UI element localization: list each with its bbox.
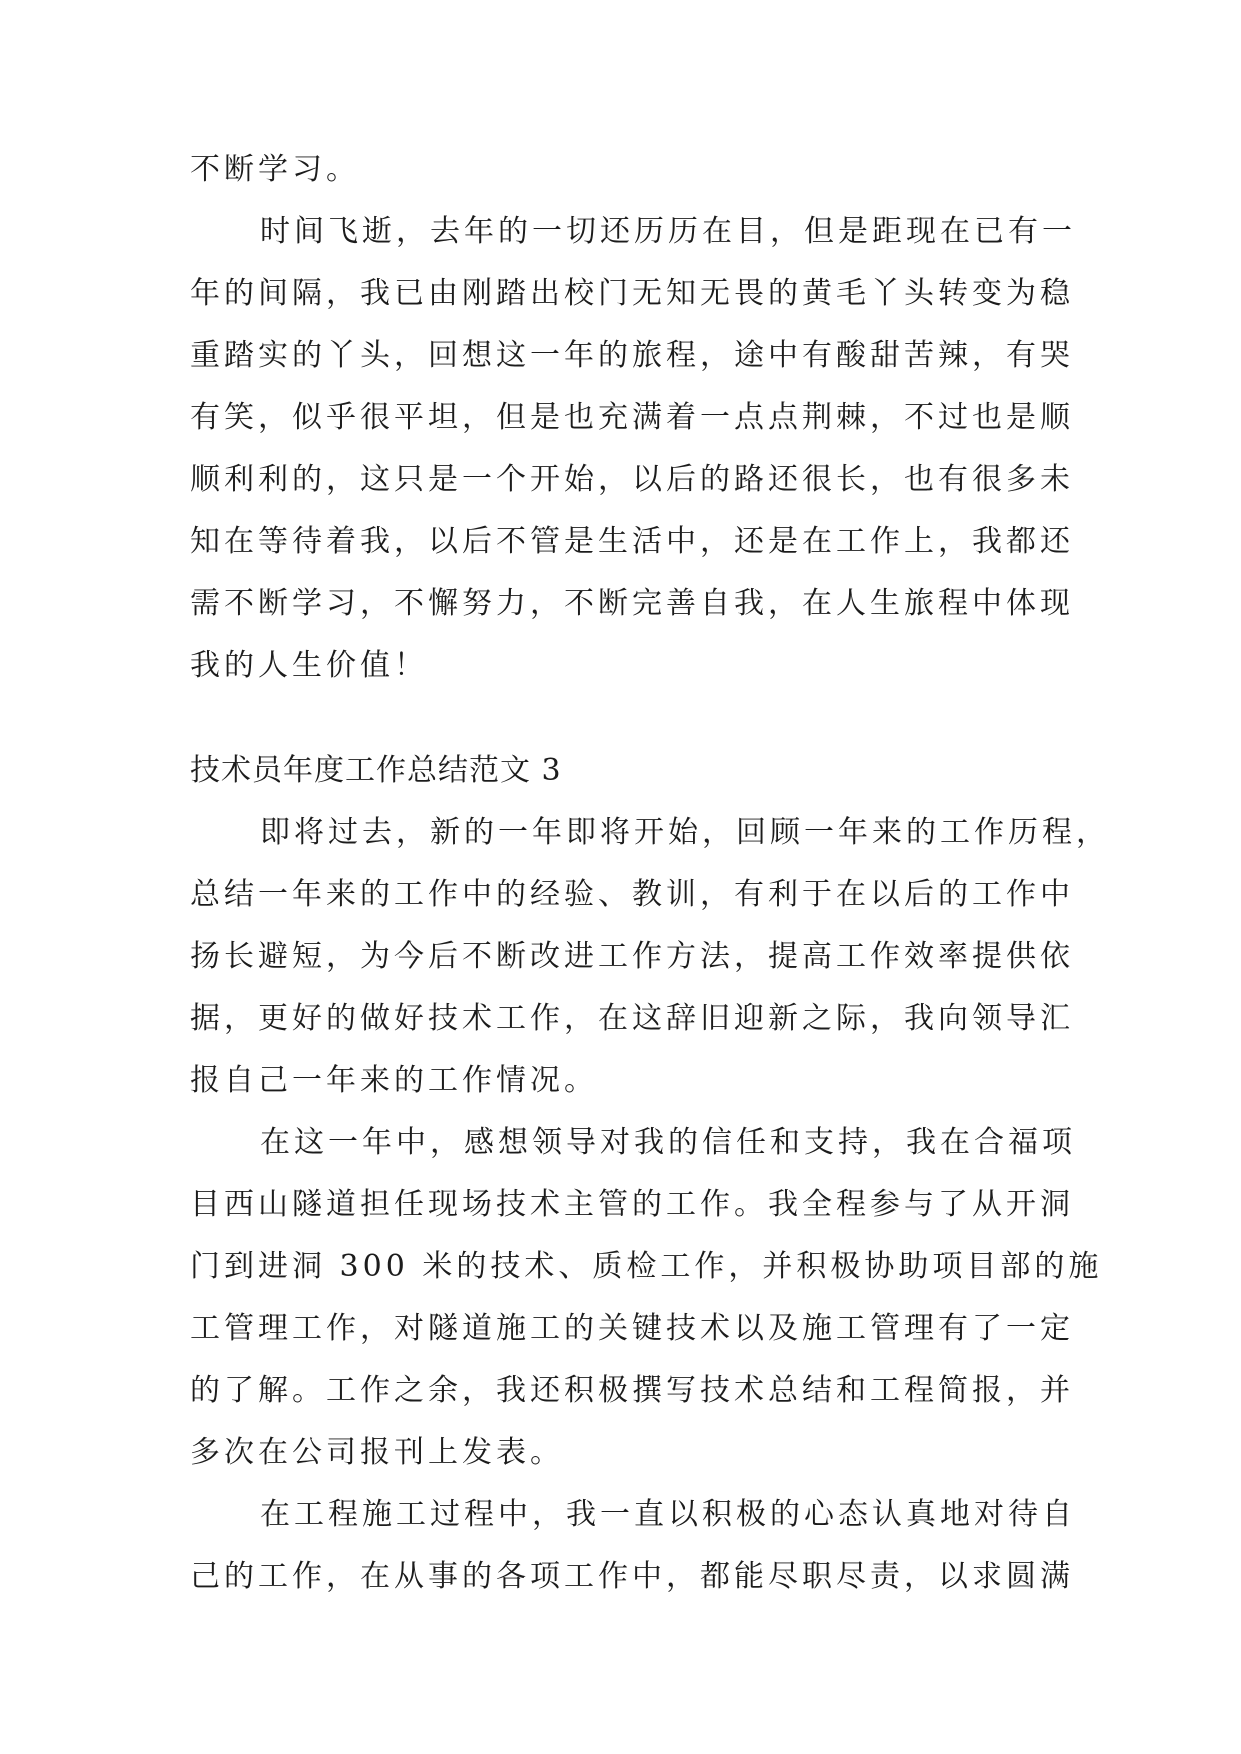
text-line: 总结一年来的工作中的经验、教训，有利于在以后的工作中: [190, 877, 1074, 912]
text-line: 时间飞逝，去年的一切还历历在目，但是距现在已有一: [260, 214, 1076, 249]
text-line: 在工程施工过程中，我一直以积极的心态认真地对待自: [260, 1497, 1076, 1532]
text-line: 即将过去，新的一年即将开始，回顾一年来的工作历程，: [260, 815, 1110, 850]
text-line: 工管理工作，对隧道施工的关键技术以及施工管理有了一定: [190, 1311, 1074, 1346]
paragraph-intro: [190, 802, 1110, 1112]
heading-text: 技术员年度工作总结范文 3: [190, 753, 562, 788]
paragraph-work-details: [190, 1112, 1103, 1484]
text-line: 己的工作，在从事的各项工作中，都能尽职尽责，以求圆满: [190, 1559, 1074, 1594]
text-line: 有笑，似乎很平坦，但是也充满着一点点荆棘，不过也是顺: [190, 400, 1074, 435]
paragraph-continuation: [190, 139, 1050, 201]
text-line: 我的人生价值！: [190, 648, 428, 683]
paragraph-attitude: [190, 1484, 1076, 1608]
text-line: 据，更好的做好技术工作，在这辞旧迎新之际，我向领导汇: [190, 1001, 1074, 1036]
text-line: 扬长避短，为今后不断改进工作方法，提高工作效率提供依: [190, 939, 1074, 974]
text-line: 重踏实的丫头，回想这一年的旅程，途中有酸甜苦辣，有哭: [190, 338, 1074, 373]
text-line: 在这一年中，感想领导对我的信任和支持，我在合福项: [260, 1125, 1076, 1160]
text-line: 报自己一年来的工作情况。: [190, 1063, 598, 1098]
text-line: 需不断学习，不懈努力，不断完善自我，在人生旅程中体现: [190, 586, 1074, 621]
text-line: 目西山隧道担任现场技术主管的工作。我全程参与了从开洞: [190, 1187, 1074, 1222]
paragraph-reflection: [190, 201, 1076, 697]
text-line: 的了解。工作之余，我还积极撰写技术总结和工程简报，并: [190, 1373, 1074, 1408]
text-line: 门到进洞 300 米的技术、质检工作，并积极协助项目部的施: [190, 1249, 1103, 1284]
text-line: 不断学习。: [190, 152, 360, 187]
text-line: 年的间隔，我已由刚踏出校门无知无畏的黄毛丫头转变为稳: [190, 276, 1074, 311]
text-line: 多次在公司报刊上发表。: [190, 1435, 564, 1470]
text-line: 顺利利的，这只是一个开始，以后的路还很长，也有很多未: [190, 462, 1074, 497]
text-line: 知在等待着我，以后不管是生活中，还是在工作上，我都还: [190, 524, 1074, 559]
section-heading: [190, 740, 1050, 802]
